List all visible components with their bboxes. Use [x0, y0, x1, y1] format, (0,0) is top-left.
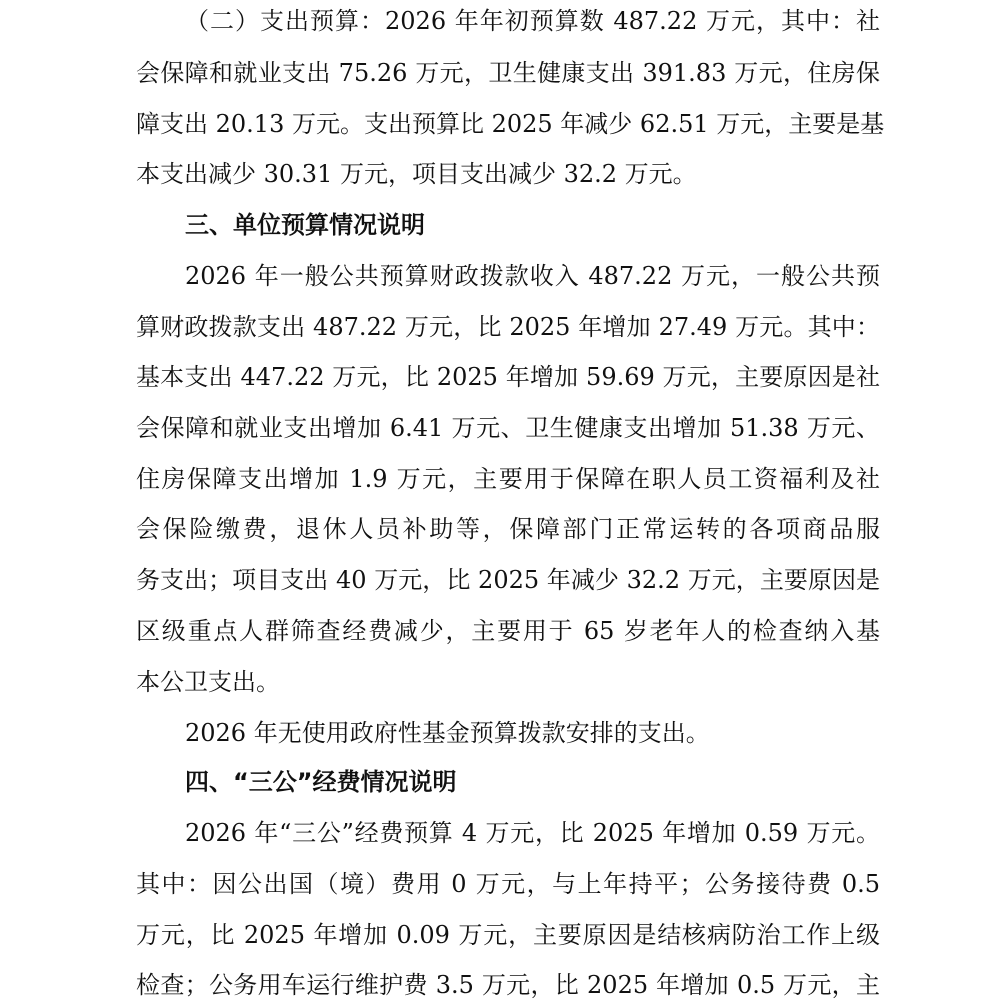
paragraph-line: 其中：因公出国（境）费用 0 万元，与上年持平；公务接待费 0.5: [136, 870, 880, 898]
paragraph-line: 会保障和就业支出增加 6.41 万元、卫生健康支出增加 51.38 万元、: [136, 414, 880, 442]
section-heading: 四、“三公”经费情况说明: [185, 768, 457, 796]
paragraph-line: 万元，比 2025 年增加 0.09 万元，主要原因是结核病防治工作上级: [136, 921, 880, 949]
paragraph-line: 基本支出 447.22 万元，比 2025 年增加 59.69 万元，主要原因是社: [136, 363, 880, 391]
section-heading: 三、单位预算情况说明: [185, 211, 425, 239]
paragraph-line: 住房保障支出增加 1.9 万元，主要用于保障在职人员工资福利及社: [136, 465, 880, 493]
paragraph-line: 障支出 20.13 万元。支出预算比 2025 年减少 62.51 万元，主要是基: [136, 110, 885, 138]
paragraph-line: 务支出；项目支出 40 万元，比 2025 年减少 32.2 万元，主要原因是: [136, 566, 880, 594]
paragraph-line: 区级重点人群筛查经费减少，主要用于 65 岁老年人的检查纳入基: [136, 617, 880, 645]
paragraph-line: 会保险缴费，退休人员补助等，保障部门正常运转的各项商品服: [136, 515, 880, 543]
paragraph-line: 本公卫支出。: [136, 668, 280, 696]
paragraph-line: 算财政拨款支出 487.22 万元，比 2025 年增加 27.49 万元。其中：: [136, 313, 880, 341]
paragraph-line: 检查；公务用车运行维护费 3.5 万元，比 2025 年增加 0.5 万元，主: [136, 971, 880, 999]
paragraph-line: 2026 年“三公”经费预算 4 万元，比 2025 年增加 0.59 万元。: [185, 819, 880, 847]
paragraph-line: 2026 年无使用政府性基金预算拨款安排的支出。: [185, 719, 710, 747]
paragraph-line: 本支出减少 30.31 万元，项目支出减少 32.2 万元。: [136, 160, 697, 188]
paragraph-line: （二）支出预算：2026 年年初预算数 487.22 万元，其中：社: [185, 7, 880, 35]
paragraph-line: 2026 年一般公共预算财政拨款收入 487.22 万元，一般公共预: [185, 262, 880, 290]
paragraph-line: 会保障和就业支出 75.26 万元，卫生健康支出 391.83 万元，住房保: [136, 59, 880, 87]
